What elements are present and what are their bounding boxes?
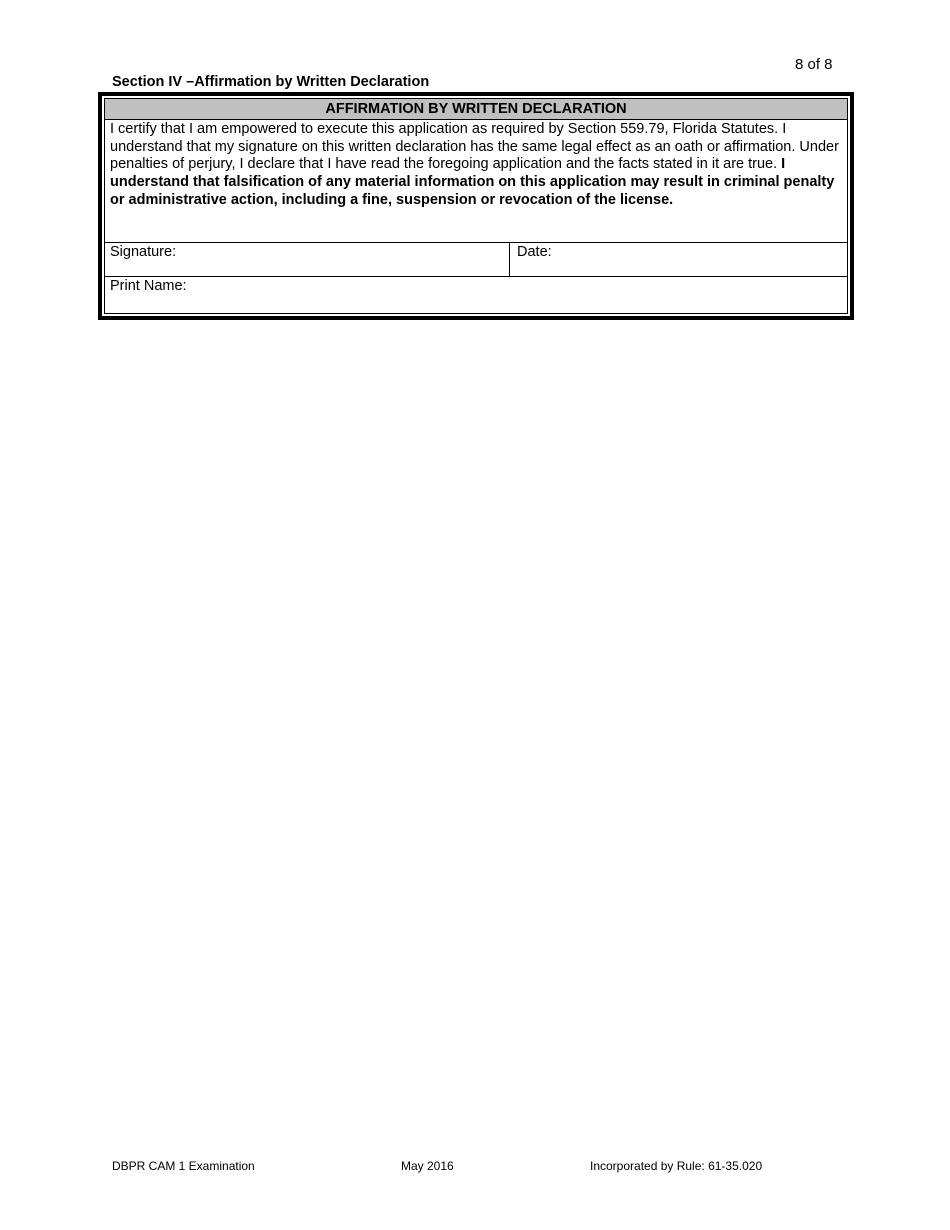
footer-form-name: DBPR CAM 1 Examination — [112, 1159, 255, 1173]
footer-rule: Incorporated by Rule: 61-35.020 — [590, 1159, 763, 1173]
signature-label: Signature: — [110, 244, 177, 260]
declaration-bold-text: I understand that falsification of any material information on this application may result in criminal penalty or administrative action, including a fine, suspension or revocation of the license. — [110, 156, 835, 208]
page-number: 8 of 8 — [795, 56, 833, 73]
declaration-plain-text: I certify that I am empowered to execute this application as required by Section 559.79, Florida Statutes. I understand that my signature on this written declaration has the same legal effect as an oath or affirmation. Under penalties of perjury, I declare that I have read the foregoing application and the facts stated in it are true. — [110, 121, 839, 173]
print-name-label: Print Name: — [110, 278, 187, 294]
affirmation-form — [98, 92, 854, 320]
affirmation-form-inner — [104, 98, 848, 314]
declaration-text — [105, 120, 847, 243]
section-heading: Section IV –Affirmation by Written Declaration — [112, 74, 430, 90]
date-label: Date: — [517, 244, 552, 260]
print-name-row — [105, 277, 847, 313]
date-field[interactable] — [510, 243, 847, 276]
footer-date: May 2016 — [401, 1159, 454, 1173]
signature-field[interactable] — [105, 243, 510, 276]
signature-date-row — [105, 243, 847, 277]
form-header: AFFIRMATION BY WRITTEN DECLARATION — [105, 99, 847, 120]
print-name-field[interactable] — [105, 277, 192, 313]
